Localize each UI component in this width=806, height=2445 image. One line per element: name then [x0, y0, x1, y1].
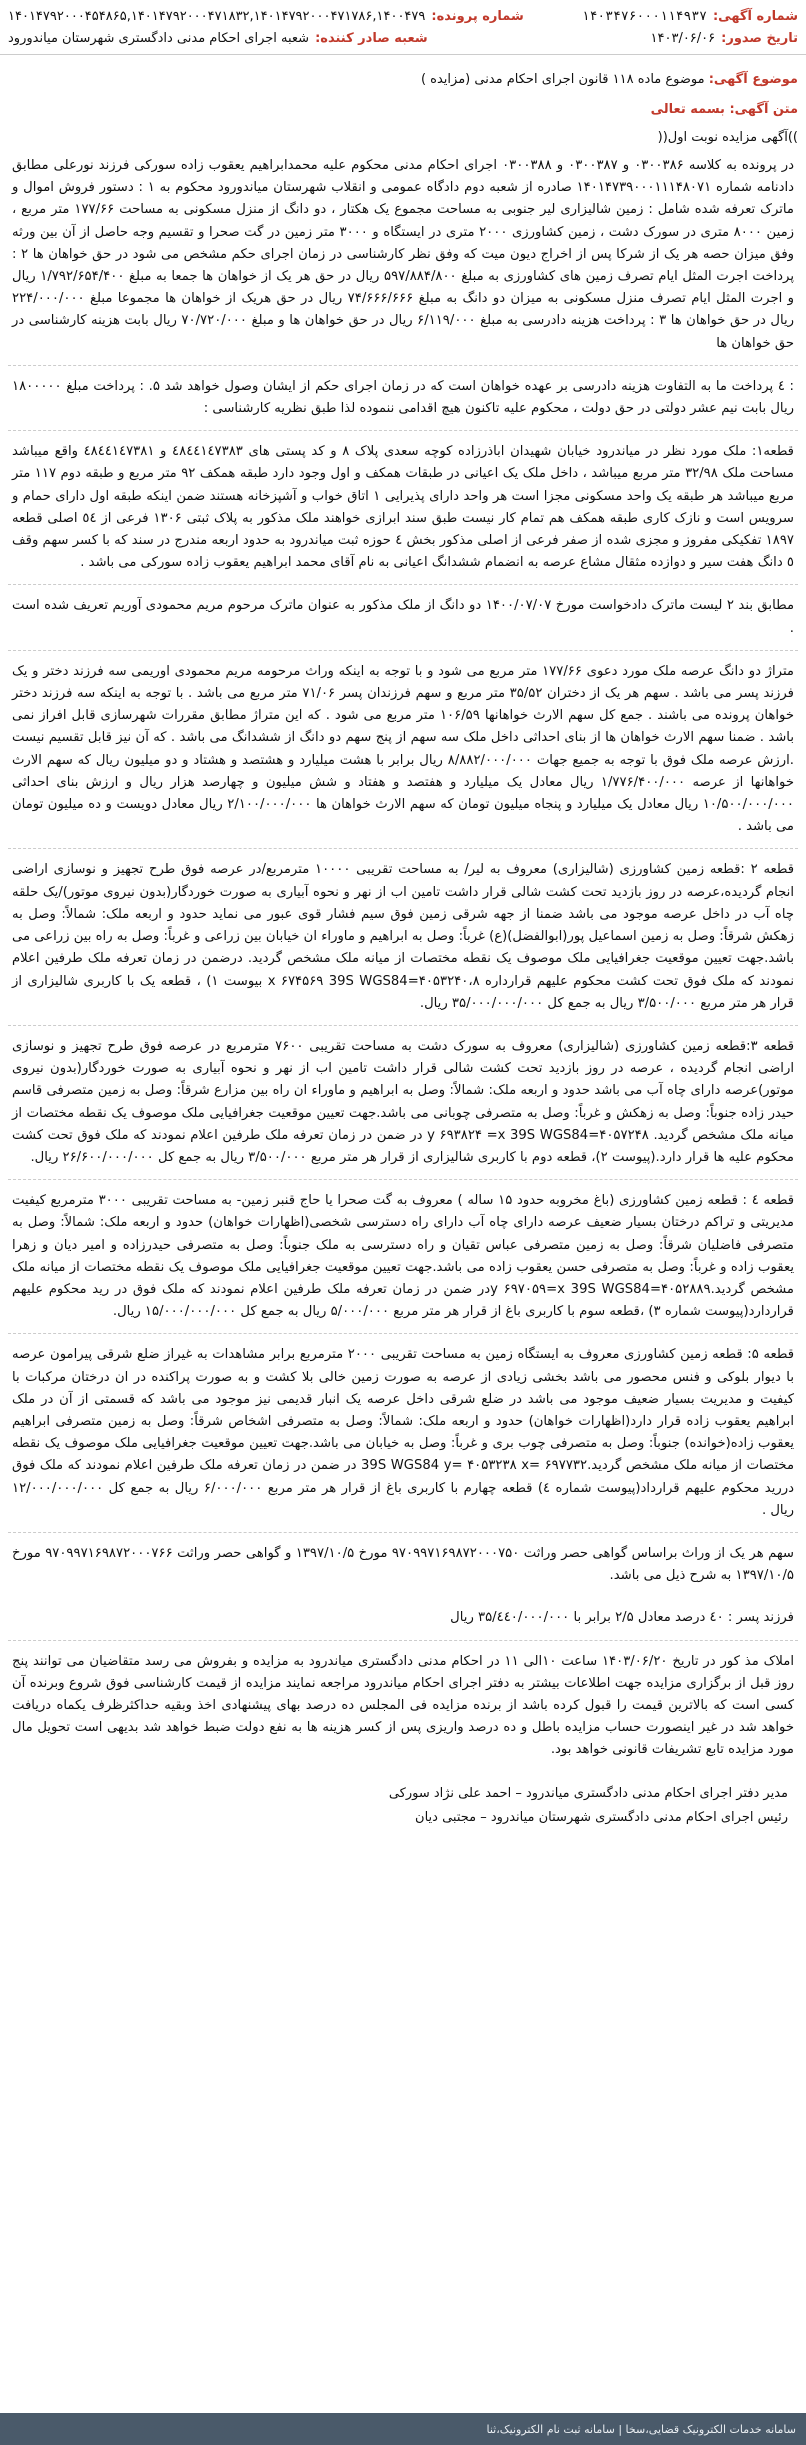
topic-value: موضوع ماده ۱۱۸ قانون اجرای احکام مدنی (مزایده ): [420, 72, 705, 87]
topic: [0, 55, 806, 95]
paragraph-plot-2: قطعه ۲ :قطعه زمین کشاورزی (شالیزاری) معروف به لیر/ به مساحت تقریبی ۱۰۰۰۰ مترمربع/در عرصه فوق طرح تجهیز و نوسازی اراضی انجام گردیده،عرصه در روز بازدید تحت کشت شالی قرار داشت تامین اب از نهر و نحوه آبیاری به صورت خوردگار(بدون نیروی موتور)/یک حلقه چاه آب در داخل عرصه موجود می باشد ضمنا از جهه شرقی زمین فوق سیم فشار قوی عبور می نماید حدود و اربعه ملک: شمالاً: وصل به زهکش شرقاً: وصل به زمین اسماعیل پور(ابوالفضل)(ع) غرباً: وصل به ابراهیم و ماوراء ان خیابان بین زراعی و غرباً: وصل به راه بین زراعی می باشد.جهت تعیین موقعیت جغرافیایی ملک موصوف یک نقطه مختصات از میانه ملک مشخص گردید. درضمن در زمان تعرفه ملک طرفین اعلام نمودند که ملک فوق تحت کشت محکوم علیهم قرارداره ۴۰۵۳۲۴۰،۸=x ۶۷۴۵۶۹ 39S WGS84 بیوست ۱) ، قطعه یک با کاربری شالیزاری از قرار هر متر مربع ۳/۵۰۰/۰۰۰ ریال به جمع کل ۳۵/۰۰۰/۰۰۰/۰۰۰ ریال.: [8, 859, 798, 1025]
paragraph-plot-3: قطعه ۳:قطعه زمین کشاورزی (شالیزاری) معروف به سورک دشت به مساحت تقریبی ۷۶۰۰ مترمربع در عرصه فوق طرح تجهیز و نوسازی اراضی انجام گردیده ، عرصه در روز بازدید تحت کشت شالی قرار داشت تامین اب از نهر و نحوه آبیاری به صورت خوردگار(بدون نیروی موتور)عرصه دارای چاه آب می باشد حدود و اربعه ملک: شمالاً: وصل به ابراهیم و ماوراء ان راه بین مزارع شرقاً: وصل به زمین متصرفی قاسم حیدر زاده جنوباً: وصل به زهکش و غرباً: وصل به متصرفی چوبانی می باشد.جهت تعیین موقعیت جغرافیایی ملک موصوف یک نقطه مختصات از میانه ملک مشخص گردید. ۴۰۵۷۲۴۸=y ۶۹۳۸۲۴ =x 39S WGS84 در ضمن در زمان تعرفه ملک طرفین اعلام نمودند که ملک فوق تحت کشت محکوم علیه ها قرار دارد.(پیوست ۲)، قطعه دوم با کاربری شالیزاری از قرار هر متر مربع ۳/۵۰۰/۰۰۰ ریال به جمع کل ۲۶/۶۰۰/۰۰۰/۰۰۰ ریال.: [8, 1036, 798, 1180]
issuing-branch-label: شعبه صادر کننده:: [315, 31, 428, 46]
issuing-branch: [8, 28, 428, 50]
paragraph-auction: املاک مذ کور در تاریخ ۱۴۰۳/۰۶/۲۰ ساعت ۱۰الی ۱۱ در احکام مدنی دادگستری میاندرود به مزایده و بفروش می رسد متقاضیان می توانند پنج روز قبل از برگزاری مزایده جهت اطلاعات بیشتر به دفتر اجرای احکام میاندرود مراجعه نمایند مزایده از قیمت کارشناسی فوق شروع وبرنده آن کسی است که بالاترین قیمت را قبول کرده باشد از برنده مزایده فی المجلس ده درصد بهای پیشنهادی اخذ وبقیه حداکثرظرف یکماه دریافت خواهد شد در غیر اینصورت حساب مزایده باطل و ده درصد واریزی پس از کسر هزینه ها به نفع دولت ضبط خواهد شد بدیهی است تحویل مال مورد مزایده تابع تشریفات قانونی خواهد بود.: [12, 1653, 794, 1758]
paragraph-plot-1: قطعه۱: ملک مورد نظر در میاندرود خیابان شهیدان اباذرزاده کوچه سعدی پلاک ۸ و کد پستی های ٤٨٤٤١٤٧٣٨٣ و ٤٨٤٤١٤٧٣٨١ واقع میباشد مساحت ملک ۳۲/۹۸ متر مربع میباشد ، داخل ملک یک اعیانی در طبقات همکف و اول وجود دارد طبقه همکف ۹۲ متر مربع و طبقه دوم ۱۱۷ متر مربع میباشد هر طبقه یک واحد مسکونی مجزا است هر واحد دارای پذیرایی ۱ اتاق خواب و آشپزخانه هستند ضمن اینکه طبقه اول دارای حمام و سرویس است و نازک کاری طبقه همکف هم تمام کار نیست طبق سند ابرازی خواهند ملک مذکور به پلاک ثبتی ۱۳۰۶ فرعی از ٥٤ اصلی قطعه ۱۸۹۷ تفکیکی مفروز و مجزی شده از صفر فرعی از اصلی مذکور بخش ٤ حوزه ثبت میاندرود به حدود اربعه مندرج در سند که با کسر سهم وقف ٥ دانگ هفت سیر و دوازده مثقال مشاع عرصه به انضمام ششدانگ اعیانی به نام آقای محمد ابراهیم یعقوب زاده سورکی می باشد .: [8, 441, 798, 585]
notice-header: [0, 0, 806, 55]
topic-label: موضوع آگهی:: [708, 72, 798, 87]
paragraph-1: در پرونده به کلاسه ۰۳۰۰۳۸۶ و ۰۳۰۰۳۸۷ و ۰۳۰۰۳۸۸ اجرای احکام مدنی محکوم علیه محمدابراهیم یعقوب زاده سورکی فرزند نورعلی مطابق دادنامه شماره ۱۴۰۱۴۷۳۹۰۰۰۱۱۱۴۸۰۷۱ صادره از شعبه دوم دادگاه عمومی و انقلاب شهرستان میاندورود محکوم به ۱ : دستور فروش اموال و ماترک تعرفه شده شامل : زمین شالیزاری لیر جنوبی به مساحت مجموع یک هکتار ، دو دانگ از منزل مسکونی به مساحت ۱۷۷/۶۶ متر مربع ، زمین ۸۰۰۰ متری در سورک دشت ، زمین کشاورزی ۲۰۰۰ متری در ایستگاه و ۳۰۰۰ متر زمین در گت صحرا و تقسیم وجه حاصل از آن بین ورثه وفق میزان حصه هر یک از شرکا پس از اخراج دیون میت که وفق نظر کارشناسی در زمان اجرای حکم مشخص می شود در حق خواهان ها ۲ : پرداخت اجرت المثل ایام تصرف زمین های کشاورزی به مبلغ ۵۹۷/۸۸۴/۸۰۰ ریال در حق هر یک از خواهان ها جمعا به مبلغ ۱/۷۹۲/۶۵۴/۴۰۰ ریال و اجرت المثل ایام تصرف منزل مسکونی به میزان دو دانگ به مبلغ ۷۴/۶۶۶/۶۶۶ ریال در حق هریک از خواهان ها مجموعا مبلغ ۲۲۴/۰۰۰/۰۰۰ ریال در حق خواهان ها ۳ : پرداخت هزینه دادرسی به مبلغ ۶/۱۱۹/۰۰۰ ریال در حق خواهان ها و مبلغ ۷۰/۷۲۰/۰۰۰ ریال بابت هزینه کارشناسی در حق خواهان ها: [8, 155, 798, 366]
notice-body: [0, 95, 806, 1830]
paragraph-3: مطابق بند ۲ لیست ماترک دادخواست مورخ ۱۴۰۰/۰۷/۰۷ دو دانگ از ملک مذکور به عنوان ماترک مرحوم مریم محمودی آوریم تعریف شده است .: [8, 595, 798, 650]
paragraph-plot-5: قطعه ۵: قطعه زمین کشاورزی معروف به ایستگاه زمین به مساحت تقریبی ۲۰۰۰ مترمربع برابر مشاهدات به غیراز ضلع شرقی پیرامون عرصه با دیوار بلوکی و فنس محصور می باشد بخشی زیادی از عرصه به صورت زمین خالی بلا کشت و به صورت پراکنده در ان درختان مرکبات با کیفیت و مدیریت بسیار ضعیف موجود می باشد در ضلع شرقی داخل عرصه یک انبار قدیمی نیز موجود می باشد که قسمتی از آن در ملک ابراهیم یعقوب زاده قرار دارد(اظهارات خواهان) حدود و اربعه ملک: شمالاً: وصل به متصرفی اشخاص شرقاً: وصل به زمین متصرفی ابراهیم یعقوب زاده(خوانده) جنوباً: وصل به متصرفی چوب بری و غرباً: وصل به خیابان می باشد.جهت تعیین موقعیت جغرافیایی ملک موصوف یک نقطه مختصات از میانه ملک مشخص گردید.39S WGS84 y= ۴۰۵۳۲۳۸ x= ۶۹۷۷۳۲ در ضمن در زمان تعرفه ملک طرفین اعلام نمودند که ملک فوق دررید محکوم علیهم قرارداد(پیوست شماره ٤) قطعه چهارم با کاربری باغ از قرار هر متر مربع ۶/۰۰۰/۰۰۰ ریال به جمع کل ۱۲/۰۰۰/۰۰۰/۰۰۰ ریال .: [8, 1344, 798, 1533]
issue-date-label: تاریخ صدور:: [721, 31, 798, 46]
case-number-label: شماره پرونده:: [431, 9, 524, 24]
paragraph-son-share: فرزند پسر : ٤٠ درصد معادل ۲/۵ برابر با ۳۵/٤٤٠/۰۰۰/۰۰۰ ریال: [8, 1607, 798, 1640]
footer-bar: [0, 2413, 806, 2445]
paragraph-plot-4: قطعه ٤ : قطعه زمین کشاورزی (باغ مخروبه حدود ۱۵ ساله ) معروف به گت صحرا یا حاج قنبر زمین- به مساحت تقریبی ۳۰۰۰ مترمربع کیفیت مدیریتی و تراکم درختان بسیار ضعیف عرصه دارای چاه آب دارای راه دسترسی شخصی(اظهارات خواهان) حدود و اربعه ملک: شمالاً: وصل به متصرفی فاضلیان شرقاً: وصل به زمین متصرفی عباس تقیان و راه دسترسی به ملک جنوباً: وصل به متصرفی حیدرزاده و امیر دیان و زهرا یعقوب زاده و غرباً: وصل به متصرفی حسن یعقوب زاده می باشد.جهت تعیین موقعیت جغرافیایی ملک موصوف یک نقطه مختصات از میانه ملک مشخص گردید.۴۰۵۲۸۸۹=y ۶۹۷۰۵۹=x 39S WGS84در ضمن در زمان تعرفه ملک طرفین اعلام نمودند که ملک فوق در رید محکوم علیهم قراردارد(پیوست شماره ۳) ،قطعه سوم با کاربری باغ از قرار هر متر مربع ۵/۰۰۰/۰۰۰ ریال به جمع کل ۱۵/۰۰۰/۰۰۰/۰۰۰ ریال.: [8, 1190, 798, 1334]
header-row-2: [8, 28, 798, 50]
paragraph-heirs: سهم هر یک از وراث براساس گواهی حصر وراثت ۹۷۰۹۹۷۱۶۹۸۷۲۰۰۰۷۵۰ مورخ ۱۳۹۷/۱۰/۵ و گواهی حصر وراثت ۹۷۰۹۹۷۱۶۹۸۷۲۰۰۰۷۶۶ مورخ ۱۳۹۷/۱۰/۵ به شرح ذیل می باشد.: [12, 1545, 794, 1584]
ad-number-label: شماره آگهی:: [712, 9, 798, 24]
signature-2: رئیس اجرای احکام مدنی دادگستری شهرستان میاندرود – مجتبی دیان: [415, 1809, 788, 1825]
ad-number: [582, 6, 798, 28]
text-label: [8, 99, 798, 121]
ad-number-value: ۱۴۰۳۴۷۶۰۰۰۱۱۴۹۳۷: [581, 9, 707, 24]
issue-date-value: ۱۴۰۳/۰۶/۰۶: [650, 31, 716, 46]
header-row-1: [8, 6, 798, 28]
case-number: [8, 6, 524, 28]
paragraph-4: متراژ دو دانگ عرصه ملک مورد دعوی ۱۷۷/۶۶ متر مربع می شود و با توجه به اینکه وراث مرحومه مریم محمودی اوریمی سه فرزند دختر و یک فرزند پسر می باشد . سهم هر یک از دختران ۳۵/۵۲ متر مربع و سهم فرزندان پسر ۷۱/۰۶ متر مربع می باشد . با توجه به اینکه سه فرزند دختر خواهان پرونده می باشند . جمع کل سهم الارث خواهانها ۱۰۶/۵۹ متر مربع می شود . که این متراژ مطابق مقررات شهرسازی قابل افراز نمی باشد . ضمنا سهم الارث خواهان ها از بنای احداثی داخل ملک سه سهم از پنج سهم دو دانگ از ششدانگ می باشد . که آن نیز قابل تقسیم نیست .ارزش عرصه ملک فوق با توجه به جمیع جهات ۸/۸۸۲/۰۰۰/۰۰۰ ریال برابر با هشت میلیارد و هشتصد و هشتاد و دو میلیون ریال که سهم الارث خواهانها از عرصه ۱/۷۷۶/۴۰۰/۰۰۰ ریال معادل یک میلیارد و هفتصد و هفتاد و شش میلیون و چهارصد هزار ریال و ارزش بنای احداثی ۱۰/۵۰۰/۰۰۰/۰۰۰ ریال معادل یک میلیارد و پنجاه میلیون تومان که سهم الارث خواهان ها ۲/۱۰۰/۰۰۰/۰۰۰ ریال معادل دویست و ده میلیون تومان می باشد .: [8, 661, 798, 850]
issue-date: [651, 28, 798, 50]
paragraph-2: : ٤ پرداخت ما به التفاوت هزینه دادرسی بر عهده خواهان است که در زمان اجرای حکم از ایشان وصول خواهد شد ۵. : پرداخت مبلغ ۱۸۰۰۰۰۰ ریال بابت نیم عشر دولتی در حق دولت ، محکوم علیه تاکنون هیچ اقدامی ننموده لذا طبق نظریه کارشناسی :: [8, 376, 798, 431]
footer-text: سامانه خدمات الکترونیک قضایی،سخا | سامانه ثبت نام الکترونیک،ثنا: [486, 2422, 796, 2436]
text-label-value: متن آگهی: بسمه تعالی: [650, 102, 798, 117]
issuing-branch-value: شعبه اجرای احکام مدنی دادگستری شهرستان میاندورود: [8, 31, 310, 46]
subtitle: ))آگهی مزایده نوبت اول((: [657, 130, 798, 145]
signature-1: مدیر دفتر اجرای احکام مدنی دادگستری میاندرود – احمد علی نژاد سورکی: [388, 1785, 788, 1801]
case-number-value: ۱۴۰۱۴۷۹۲۰۰۰۴۵۴۸۶۵,۱۴۰۱۴۷۹۲۰۰۰۴۷۱۸۳۲,۱۴۰۱۴۷۹۲۰۰۰۴۷۱۷۸۶,۱۴۰۰۴۷۹: [8, 9, 426, 24]
